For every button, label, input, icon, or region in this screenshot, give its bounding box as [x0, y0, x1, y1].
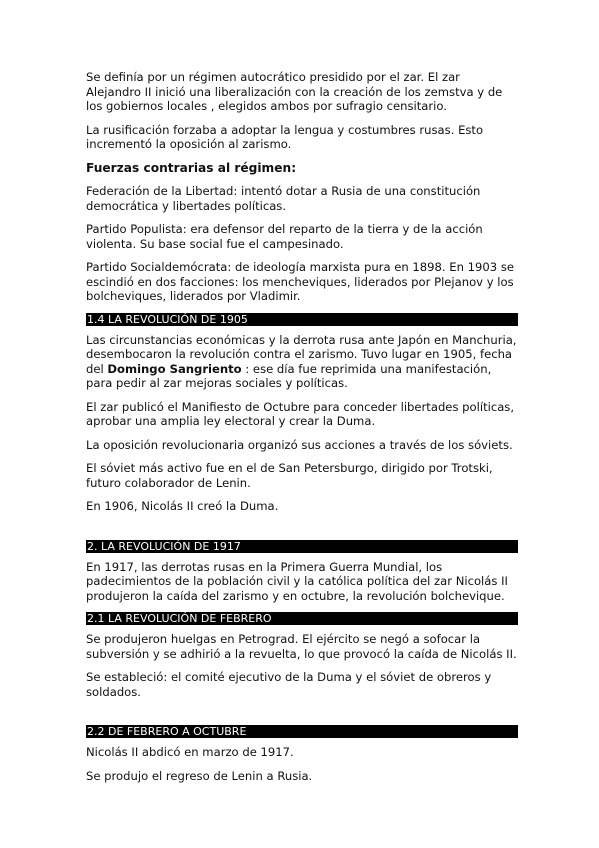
text-segment: : ese día fue reprimida una manifestación, para pedir al zar mejoras sociales y políticas.	[86, 361, 492, 390]
paragraph-duma: En 1906, Nicolás II creó la Duma.	[86, 499, 279, 513]
paragraph-federacion: Federación de la Libertad: intentó dotar a Rusia de una constitución democrática y libertades políticas.	[86, 184, 481, 213]
paragraph-lenin: Se produjo el regreso de Lenin a Rusia.	[86, 768, 313, 783]
paragraph-regimen: Se definía por un régimen autocrático presidido por el zar. El zar Alejandro II inició una liberalización con la creación de los zemstva y de los gobiernos locales , elegidos ambos por sufragio censitario.	[86, 70, 503, 113]
document-body	[86, 70, 518, 792]
paragraph-oposicion: La oposición revolucionaria organizó sus acciones a través de los sóviets.	[86, 437, 513, 452]
section-heading-1905: 1.4 LA REVOLUCIÓN DE 1905	[86, 313, 518, 326]
paragraph-huelgas: Se produjeron huelgas en Petrograd. El ejército se negó a sofocar la subversión y se adhirió a la revuelta, lo que provocó la caída de Nicolás II.	[86, 632, 517, 661]
paragraph-rusificacion: La rusificación forzaba a adoptar la lengua y costumbres rusas. Esto incrementó la oposición al zarismo.	[86, 122, 484, 151]
text-segment: Las circunstancias económicas y la derrota rusa ante Japón en Manchuria, desembocaron la revolución contra el zarismo. Tuvo lugar en 1905, fecha del	[86, 332, 517, 376]
paragraph-abdicacion: Nicolás II abdicó en marzo de 1917.	[86, 745, 294, 759]
section-heading-febrero: 2.1 LA REVOLUCIÓN DE FEBRERO	[86, 612, 518, 625]
bold-term-domingo-sangriento: Domingo Sangriento	[107, 361, 242, 376]
paragraph-circunstancias	[86, 333, 518, 391]
spacer	[86, 708, 518, 722]
paragraph-populista: Partido Populista: era defensor del reparto de la tierra y de la acción violenta. Su base social fue el campesinado.	[86, 222, 483, 251]
paragraph-manifiesto: El zar publicó el Manifiesto de Octubre para conceder libertades políticas, aprobar una amplia ley electoral y crear la Duma.	[86, 399, 515, 428]
paragraph-socialdemocrata: Partido Socialdemócrata: de ideología marxista pura en 1898. En 1903 se escindió en dos facciones: los mencheviques, liderados por Plejanov y los bolcheviques, liderados por Vladimir.	[86, 260, 514, 303]
subheading-fuerzas: Fuerzas contrarias al régimen:	[86, 160, 297, 175]
paragraph-1917: En 1917, las derrotas rusas en la Primera Guerra Mundial, los padecimientos de la población civil y la católica política del zar Nicolás II produjeron la caída del zarismo y en octubre, la revolución bolchevique.	[86, 559, 508, 603]
paragraph-soviet: El sóviet más activo fue en el de San Petersburgo, dirigido por Trotski, futuro colaborador de Lenin.	[86, 461, 493, 490]
paragraph-comite: Se estableció: el comité ejecutivo de la Duma y el sóviet de obreros y soldados.	[86, 670, 492, 699]
spacer	[86, 523, 518, 537]
section-heading-febrero-octubre: 2.2 DE FEBRERO A OCTUBRE	[86, 725, 518, 738]
section-heading-1917: 2. LA REVOLUCIÓN DE 1917	[86, 540, 518, 553]
